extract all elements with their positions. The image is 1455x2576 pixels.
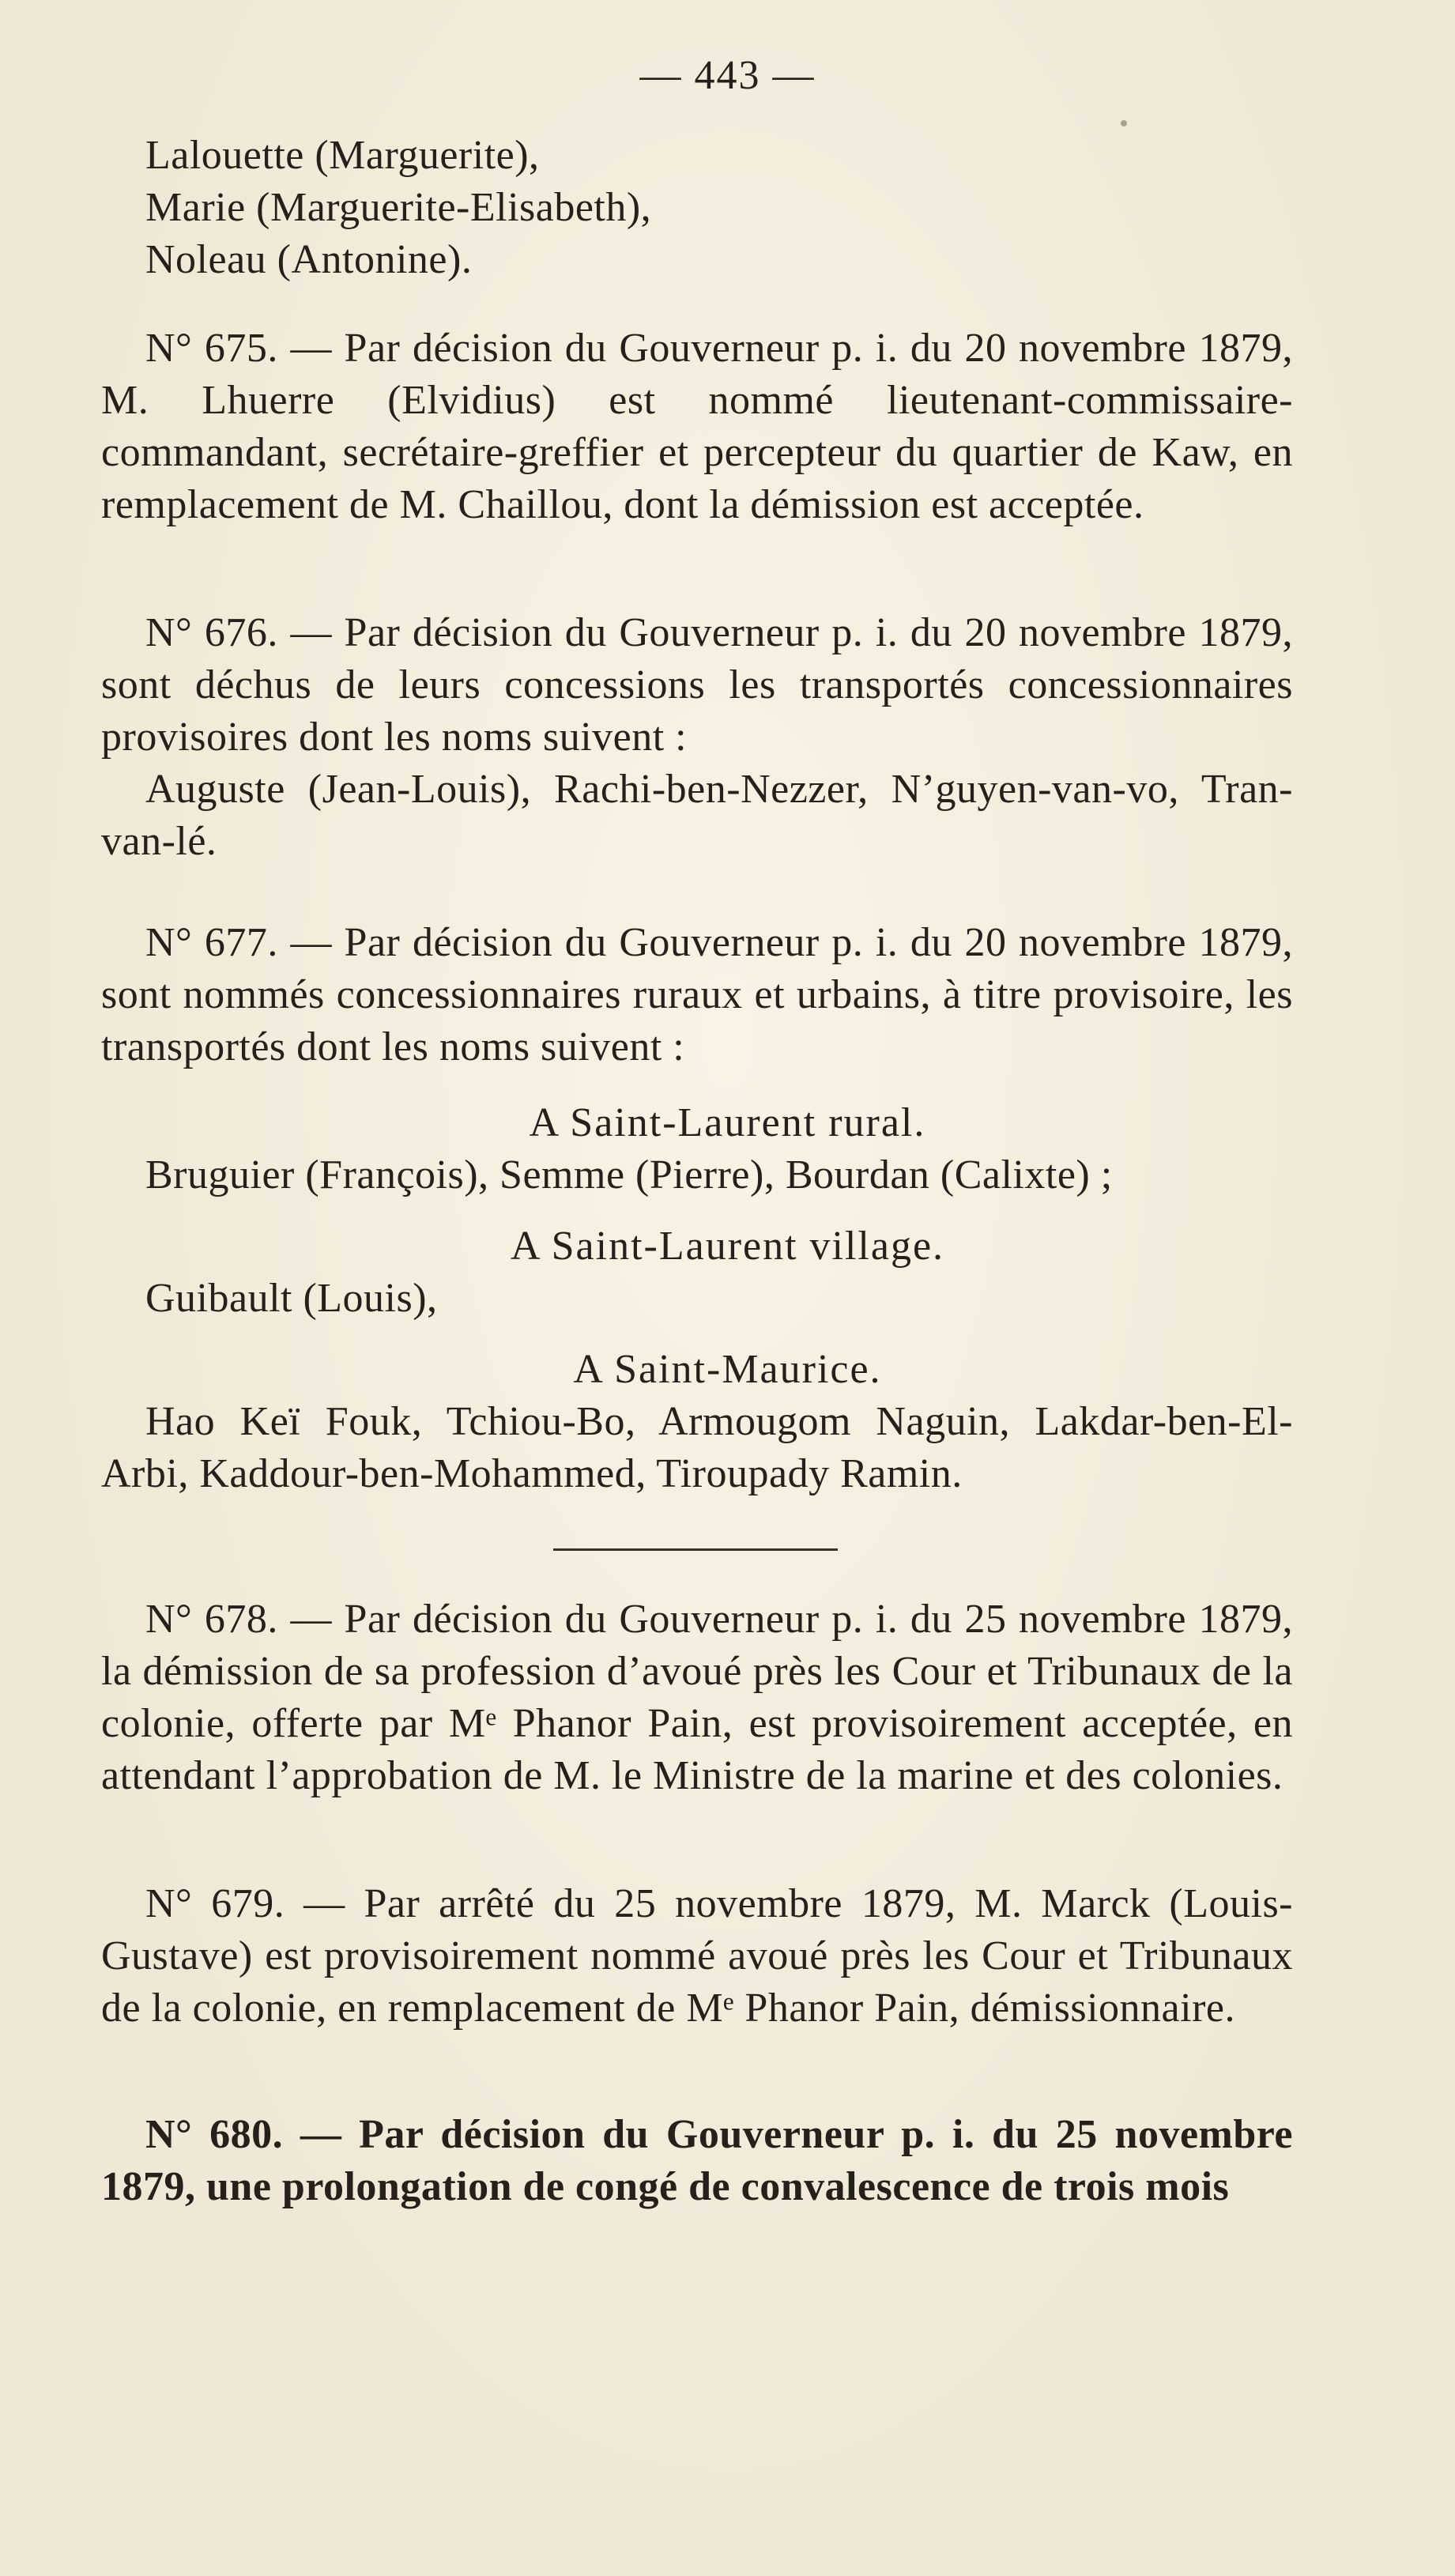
name-line: Lalouette (Marguerite), <box>145 133 540 178</box>
names-rural: Bruguier (François), Semme (Pierre), Bourdan (Calixte) ; <box>145 1152 1113 1197</box>
entry-679: N° 679. — Par arrêté du 25 novembre 1879, M. Marck (Louis-Gustave) est provisoirement nommé avoué près les Cour et Tribunaux de la colonie, en remplacement de Mᵉ Phanor Pain, démissionnaire. <box>101 1881 1293 2031</box>
heading-saint-laurent-village: A Saint-Laurent village. <box>510 1224 945 1269</box>
names-maurice: Hao Keï Fouk, Tchiou-Bo, Armougom Naguin, Lakdar-ben-El-Arbi, Kaddour-ben-Mohammed, Tiroupady Ramin. <box>101 1399 1293 1496</box>
name-line: Noleau (Antonine). <box>145 237 473 282</box>
heading-saint-laurent-rural: A Saint-Laurent rural. <box>529 1100 926 1145</box>
name-line: Marie (Marguerite-Elisabeth), <box>145 185 652 230</box>
entry-677: N° 677. — Par décision du Gouverneur p. i. du 20 novembre 1879, sont nommés concessionnaires ruraux et urbains, à titre provisoire, les transportés dont les noms suivent : <box>101 920 1293 1069</box>
page-number: — 443 — <box>639 53 816 98</box>
entry-675: N° 675. — Par décision du Gouverneur p. i. du 20 novembre 1879, M. Lhuerre (Elvidius) est nommé lieutenant-commissaire-commandant, secrétaire-greffier et percepteur du quartier de Kaw, en remplacement de M. Chaillou, dont la démission est acceptée. <box>101 326 1293 527</box>
names-village: Guibault (Louis), <box>145 1276 438 1321</box>
paper-speck <box>1121 120 1127 126</box>
heading-saint-maurice: A Saint-Maurice. <box>573 1347 882 1392</box>
entry-680: N° 680. — Par décision du Gouverneur p. i. du 25 novembre 1879, une prolongation de congé de convalescence de trois mois <box>101 2112 1293 2209</box>
entry-676-names: Auguste (Jean-Louis), Rachi-ben-Nezzer, N’guyen-van-vo, Tran-van-lé. <box>101 767 1293 864</box>
entry-678: N° 678. — Par décision du Gouverneur p. i. du 25 novembre 1879, la démission de sa profession d’avoué près les Cour et Tribunaux de la colonie, offerte par Mᵉ Phanor Pain, est provisoirement acceptée, en attendant l’approbation de M. le Ministre de la marine et des colonies. <box>101 1597 1293 1798</box>
entry-676: N° 676. — Par décision du Gouverneur p. i. du 20 novembre 1879, sont déchus de leurs concessions les transportés concessionnaires provisoires dont les noms suivent : <box>101 610 1293 760</box>
section-divider <box>553 1548 838 1551</box>
